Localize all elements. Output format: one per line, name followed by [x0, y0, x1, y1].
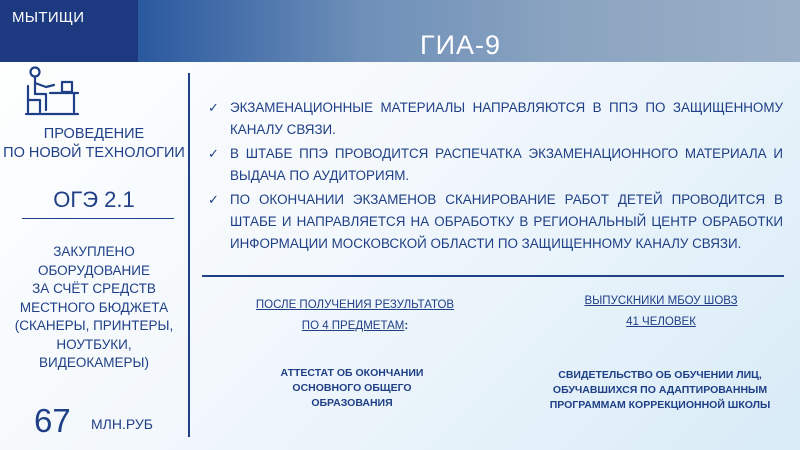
checkmark-icon: ✓	[208, 192, 219, 207]
graduates-count: 41 ЧЕЛОВЕК	[626, 316, 696, 328]
vertical-divider	[188, 73, 190, 437]
equipment-text	[0, 243, 188, 373]
checkmark-icon: ✓	[208, 146, 219, 161]
certificate-text	[262, 366, 442, 411]
results-heading-line: ПОСЛЕ ПОЛУЧЕНИЯ РЕЗУЛЬТАТОВ	[255, 299, 455, 311]
certificate-line: АТТЕСТАТ ОБ ОКОНЧАНИИ	[280, 367, 424, 379]
procedure-list	[208, 97, 783, 257]
equipment-line: МЕСТНОГО БЮДЖЕТА	[19, 299, 169, 315]
city-label: МЫТИЩИ	[12, 9, 85, 26]
equipment-line: (СКАНЕРЫ, ПРИНТЕРЫ,	[14, 318, 174, 333]
budget-amount: 67	[34, 402, 71, 439]
sidebar-divider	[22, 218, 174, 219]
list-item-text: В ШТАБЕ ППЭ ПРОВОДИТСЯ РАСПЕЧАТКА ЭКЗАМЕНАЦИОННОГО МАТЕРИАЛА И ВЫДАЧА ПО АУДИТОРИЯМ.	[230, 146, 783, 183]
list-item	[208, 143, 783, 187]
training-certificate-text	[520, 368, 800, 413]
training-certificate-line: СВИДЕТЕЛЬСТВО ОБ ОБУЧЕНИИ ЛИЦ,	[558, 369, 762, 381]
subtitle-line: ПО НОВОЙ ТЕХНОЛОГИИ	[3, 145, 185, 161]
equipment-line: ЗА СЧЁТ СРЕДСТВ	[32, 281, 156, 296]
checkmark-icon: ✓	[208, 100, 219, 115]
budget-unit: МЛН.РУБ	[91, 416, 153, 432]
equipment-line: ОБОРУДОВАНИЕ	[37, 262, 151, 278]
results-heading	[240, 295, 470, 337]
subtitle-line: ПРОВЕДЕНИЕ	[43, 126, 145, 142]
list-item-text: ПО ОКОНЧАНИИ ЭКЗАМЕНОВ СКАНИРОВАНИЕ РАБОТ ДЕТЕЙ ПРОВОДИТСЯ В ШТАБЕ И НАПРАВЛЯЕТСЯ НА ОБРАБОТКУ В РЕГИОНАЛЬНЫЙ ЦЕНТР ОБРАБОТКИ ИНФОРМАЦИИ МОСКОВСКОЙ ОБЛАСТИ ПО ЗАЩИЩЕННОМУ КАНАЛУ СВЯЗИ.	[230, 192, 783, 251]
list-item	[208, 189, 783, 255]
exam-name: ОГЭ 2.1	[53, 187, 135, 212]
list-item	[208, 97, 783, 141]
page-title: ГИА-9	[420, 30, 502, 60]
horizontal-divider	[202, 275, 784, 277]
results-heading-colon: :	[404, 320, 409, 332]
student-desk-icon	[24, 66, 80, 118]
header-bar	[0, 0, 800, 62]
certificate-line: ОБРАЗОВАНИЯ	[311, 397, 393, 409]
list-item-text: ЭКЗАМЕНАЦИОННЫЕ МАТЕРИАЛЫ НАПРАВЛЯЮТСЯ В ППЭ ПО ЗАЩИЩЕННОМУ КАНАЛУ СВЯЗИ.	[230, 100, 783, 137]
equipment-line: ЗАКУПЛЕНО	[53, 244, 135, 259]
equipment-line: ВИДЕОКАМЕРЫ)	[39, 355, 149, 370]
certificate-line: ОСНОВНОГО ОБЩЕГО	[292, 382, 412, 394]
graduates-heading	[546, 291, 776, 333]
graduates-heading-line: ВЫПУСКНИКИ МБОУ ШОВЗ	[584, 295, 738, 307]
technology-subtitle	[0, 125, 188, 163]
equipment-line: НОУТБУКИ,	[56, 336, 132, 352]
training-certificate-line: ПРОГРАММАМ КОРРЕКЦИОННОЙ ШКОЛЫ	[549, 399, 771, 411]
training-certificate-line: ОБУЧАВШИХСЯ ПО АДАПТИРОВАННЫМ	[552, 384, 768, 396]
results-heading-line: ПО 4 ПРЕДМЕТАМ	[301, 320, 405, 332]
